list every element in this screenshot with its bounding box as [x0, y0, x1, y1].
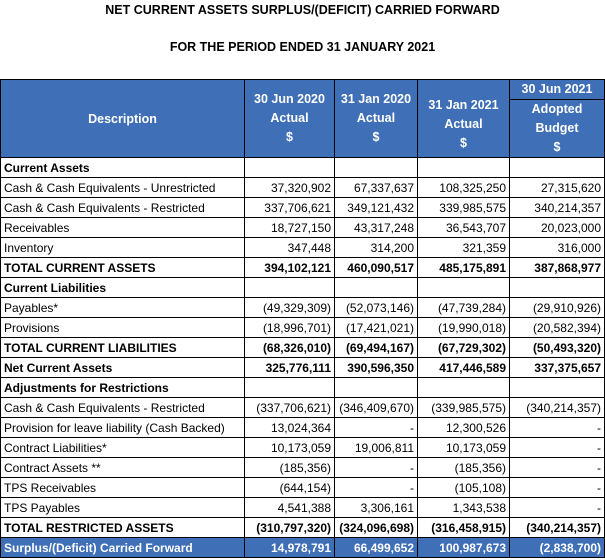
row-value-col2: (69,494,167): [335, 338, 418, 358]
row-value-col1: 10,173,059: [245, 438, 335, 458]
row-value-col2: 349,121,432: [335, 198, 418, 218]
row-value-col3: 108,325,250: [418, 178, 510, 198]
row-value-col4: (340,214,357): [510, 518, 605, 538]
row-value-col3: 321,359: [418, 238, 510, 258]
header-col1-line1: 30 Jun 2020: [254, 92, 325, 106]
row-value-col3: [418, 378, 510, 398]
table-row: [1, 338, 605, 358]
table-row: [1, 478, 605, 498]
row-label: Payables*: [1, 298, 245, 318]
header-col3-line1: 31 Jan 2021: [428, 98, 499, 112]
row-value-col4: 27,315,620: [510, 178, 605, 198]
net-current-assets-table: [0, 79, 605, 558]
row-value-col1: 325,776,111: [245, 358, 335, 378]
row-value-col3: (67,729,302): [418, 338, 510, 358]
row-value-col1: 347,448: [245, 238, 335, 258]
row-value-col3: 485,175,891: [418, 258, 510, 278]
row-value-col4: (50,493,320): [510, 338, 605, 358]
row-value-col4: 337,375,657: [510, 358, 605, 378]
row-value-col3: 12,300,526: [418, 418, 510, 438]
row-value-col3: 100,987,673: [418, 538, 510, 558]
row-value-col1: 14,978,791: [245, 538, 335, 558]
header-description-label: Description: [88, 111, 157, 126]
row-label: TOTAL RESTRICTED ASSETS: [1, 518, 245, 538]
row-value-col4: (29,910,926): [510, 298, 605, 318]
header-col-30-jun-2020: [245, 80, 335, 158]
row-value-col2: 460,090,517: [335, 258, 418, 278]
row-value-col1: (644,154): [245, 478, 335, 498]
row-value-col4: [510, 378, 605, 398]
row-value-col2: [335, 378, 418, 398]
row-label: Adjustments for Restrictions: [1, 378, 245, 398]
row-value-col1: 394,102,121: [245, 258, 335, 278]
table-row: [1, 378, 605, 398]
row-value-col4: 20,023,000: [510, 218, 605, 238]
row-value-col3: 10,173,059: [418, 438, 510, 458]
row-value-col4: 316,000: [510, 238, 605, 258]
row-value-col1: 13,024,364: [245, 418, 335, 438]
row-value-col2: [335, 158, 418, 178]
row-label: Cash & Cash Equivalents - Restricted: [1, 198, 245, 218]
row-value-col1: (68,326,010): [245, 338, 335, 358]
row-value-col4: -: [510, 438, 605, 458]
row-value-col1: 18,727,150: [245, 218, 335, 238]
row-value-col2: -: [335, 418, 418, 438]
row-value-col3: [418, 158, 510, 178]
header-col1-line3: $: [286, 130, 293, 144]
row-value-col1: (310,797,320): [245, 518, 335, 538]
header-col4-top: 30 Jun 2021: [510, 80, 604, 100]
table-row: [1, 398, 605, 418]
row-value-col3: (316,458,915): [418, 518, 510, 538]
table-row: [1, 318, 605, 338]
row-value-col3: (339,985,575): [418, 398, 510, 418]
header-col-31-jan-2020: [335, 80, 418, 158]
row-label: Contract Liabilities*: [1, 438, 245, 458]
row-value-col3: (47,739,284): [418, 298, 510, 318]
row-value-col2: (17,421,021): [335, 318, 418, 338]
row-value-col4: (340,214,357): [510, 398, 605, 418]
row-value-col2: 390,596,350: [335, 358, 418, 378]
row-value-col2: 314,200: [335, 238, 418, 258]
report-subtitle: FOR THE PERIOD ENDED 31 JANUARY 2021: [169, 40, 436, 54]
row-value-col3: (185,356): [418, 458, 510, 478]
row-value-col3: 36,543,707: [418, 218, 510, 238]
row-value-col2: -: [335, 458, 418, 478]
row-label: Cash & Cash Equivalents - Unrestricted: [1, 178, 245, 198]
table-body: [1, 158, 605, 558]
row-value-col2: 3,306,161: [335, 498, 418, 518]
row-value-col4: [510, 158, 605, 178]
row-value-col4: 387,868,977: [510, 258, 605, 278]
row-value-col1: 37,320,902: [245, 178, 335, 198]
row-label: Receivables: [1, 218, 245, 238]
row-label: Net Current Assets: [1, 358, 245, 378]
row-value-col2: [335, 278, 418, 298]
table-row: [1, 498, 605, 518]
header-col4-line3: $: [553, 140, 561, 154]
row-value-col1: 4,541,388: [245, 498, 335, 518]
table-row: [1, 518, 605, 538]
row-value-col3: [418, 278, 510, 298]
row-label: Provision for leave liability (Cash Backed): [1, 418, 245, 438]
table-row: [1, 418, 605, 438]
row-label: TPS Receivables: [1, 478, 245, 498]
row-label: TOTAL CURRENT ASSETS: [1, 258, 245, 278]
row-value-col1: 337,706,621: [245, 198, 335, 218]
row-value-col1: [245, 378, 335, 398]
row-value-col4: [510, 278, 605, 298]
header-col1-line2: Actual: [270, 111, 309, 125]
table-row: [1, 218, 605, 238]
table-row: [1, 458, 605, 478]
row-value-col3: (19,990,018): [418, 318, 510, 338]
table-row: [1, 438, 605, 458]
row-value-col2: (324,096,698): [335, 518, 418, 538]
row-value-col2: 43,317,248: [335, 218, 418, 238]
row-value-col3: 339,985,575: [418, 198, 510, 218]
table-row: [1, 158, 605, 178]
row-value-col2: 66,499,652: [335, 538, 418, 558]
row-value-col1: (18,996,701): [245, 318, 335, 338]
row-label: Current Liabilities: [1, 278, 245, 298]
table-row: [1, 358, 605, 378]
row-value-col1: (49,329,309): [245, 298, 335, 318]
row-value-col2: -: [335, 478, 418, 498]
row-value-col2: 19,006,811: [335, 438, 418, 458]
row-label: Current Assets: [1, 158, 245, 178]
table-row: [1, 298, 605, 318]
row-value-col1: [245, 278, 335, 298]
row-value-col1: (185,356): [245, 458, 335, 478]
row-value-col1: [245, 158, 335, 178]
header-col4-line2: Budget: [535, 121, 579, 135]
row-value-col4: (20,582,394): [510, 318, 605, 338]
header-col-31-jan-2021: [418, 80, 510, 158]
row-label: Cash & Cash Equivalents - Restricted: [1, 398, 245, 418]
row-value-col4: -: [510, 498, 605, 518]
row-value-col4: -: [510, 418, 605, 438]
header-col3-line2: Actual: [444, 117, 483, 131]
row-value-col2: 67,337,637: [335, 178, 418, 198]
row-value-col4: (2,838,700): [510, 538, 605, 558]
header-col2-line1: 31 Jan 2020: [340, 92, 412, 106]
table-row: [1, 238, 605, 258]
row-value-col4: -: [510, 458, 605, 478]
row-value-col4: -: [510, 478, 605, 498]
row-value-col2: (52,073,146): [335, 298, 418, 318]
row-value-col3: 417,446,589: [418, 358, 510, 378]
table-row: [1, 258, 605, 278]
row-value-col4: 340,214,357: [510, 198, 605, 218]
header-description: [1, 80, 245, 158]
row-label: Provisions: [1, 318, 245, 338]
header-col4-line1: Adopted: [531, 102, 583, 116]
row-value-col2: (346,409,670): [335, 398, 418, 418]
row-value-col3: (105,108): [418, 478, 510, 498]
table-row: [1, 198, 605, 218]
row-value-col1: (337,706,621): [245, 398, 335, 418]
row-label: TOTAL CURRENT LIABILITIES: [1, 338, 245, 358]
header-col-30-jun-2021-budget: [510, 80, 605, 158]
table-row: [1, 178, 605, 198]
table-row: [1, 278, 605, 298]
row-value-col3: 1,343,538: [418, 498, 510, 518]
row-label: Contract Assets **: [1, 458, 245, 478]
row-label: TPS Payables: [1, 498, 245, 518]
row-label: Inventory: [1, 238, 245, 258]
report-title: NET CURRENT ASSETS SURPLUS/(DEFICIT) CARRIED FORWARD: [105, 3, 500, 17]
header-col2-line3: $: [372, 130, 380, 144]
row-label: Surplus/(Deficit) Carried Forward: [1, 538, 245, 558]
table-row: [1, 538, 605, 558]
header-col3-line3: $: [460, 136, 467, 150]
header-col2-line2: Actual: [356, 111, 396, 125]
